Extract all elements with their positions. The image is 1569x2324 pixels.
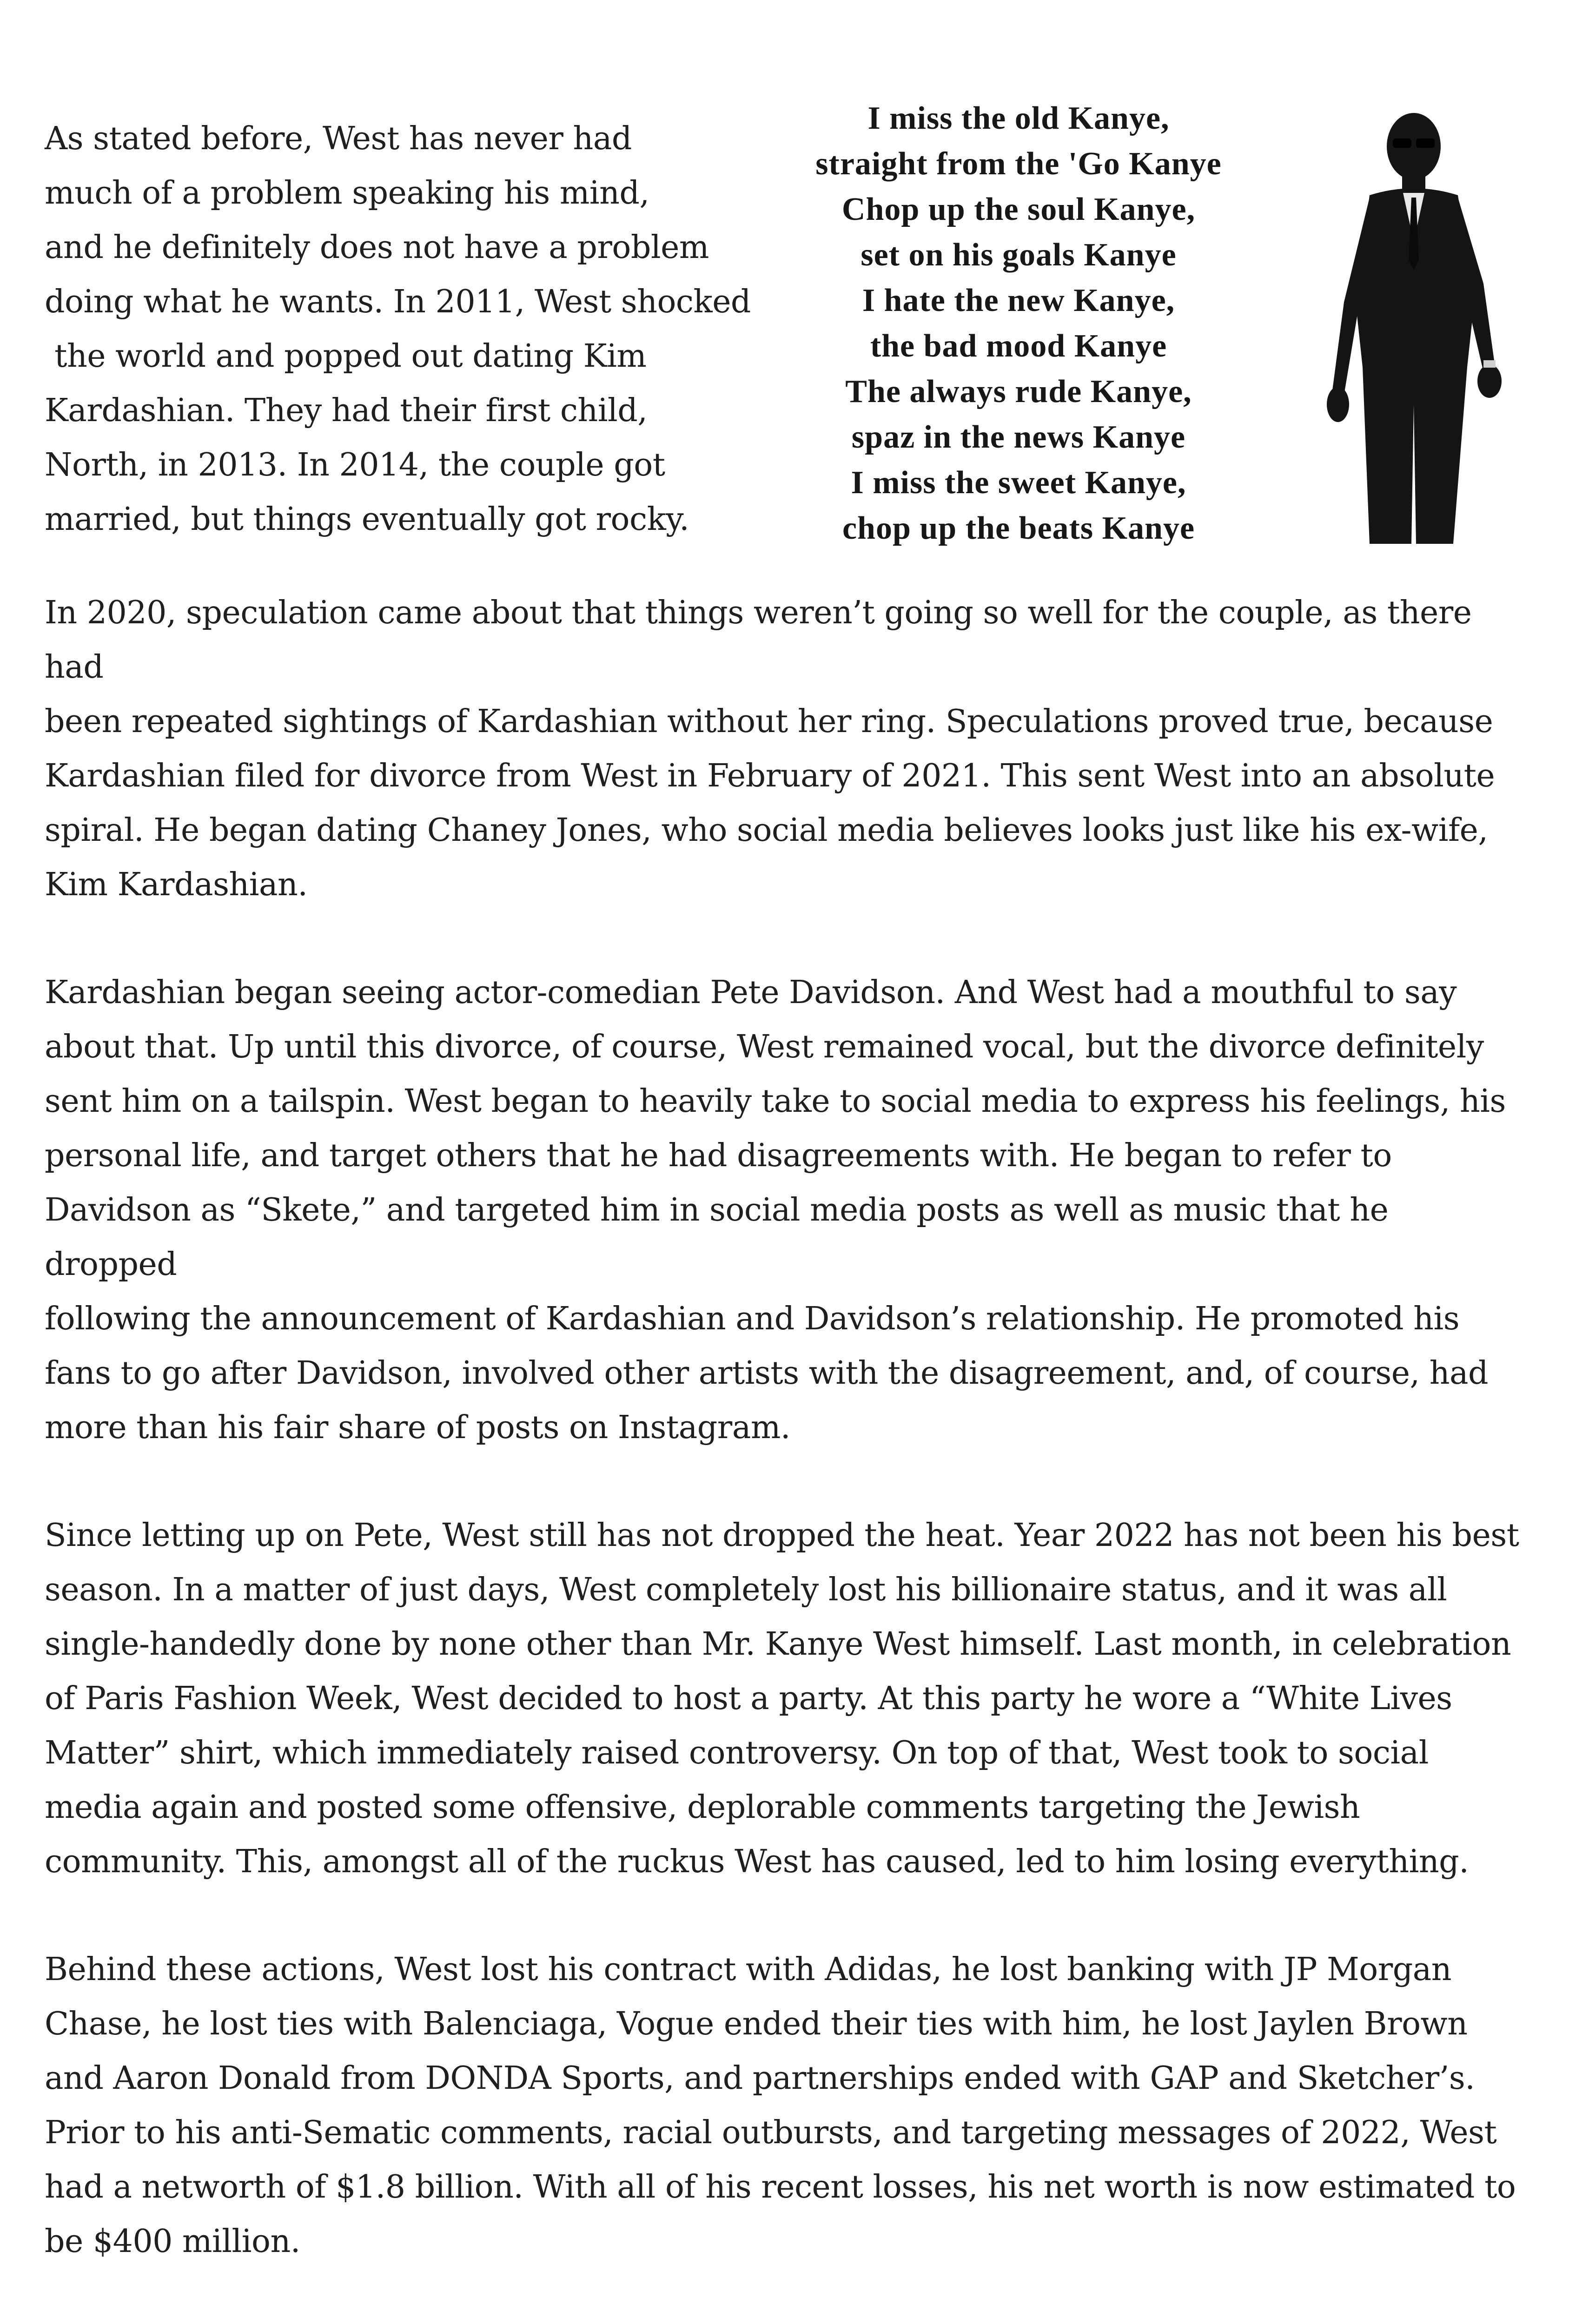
intro-paragraph [45, 112, 751, 547]
body-line: been repeated sightings of Kardashian without her ring. Speculations proved true, because [45, 703, 1493, 740]
paragraph-conclusion [45, 2322, 1528, 2324]
body-line: Prior to his anti-Sematic comments, racial outbursts, and targeting messages of 2022, West [45, 2114, 1497, 2151]
body-line: season. In a matter of just days, West completely lost his billionaire status, and it was all [45, 1571, 1447, 1608]
article-body [45, 586, 1528, 2324]
paragraph-losses [45, 1942, 1528, 2269]
body-line: media again and posted some offensive, deplorable comments targeting the Jewish [45, 1789, 1360, 1826]
body-line: In 2020, speculation came about that things weren’t going so well for the couple, as there had [45, 594, 1472, 686]
body-line: Chase, he lost ties with Balenciaga, Vogue ended their ties with him, he lost Jaylen Brown [45, 2006, 1468, 2042]
lyric-line: straight from the 'Go Kanye [815, 146, 1222, 182]
intro-line: North, in 2013. In 2014, the couple got [45, 447, 665, 483]
man-in-suit-silhouette-icon [1300, 107, 1518, 544]
intro-section [45, 98, 1528, 562]
article-page [45, 98, 1528, 2260]
body-line: more than his fair share of posts on Instagram. [45, 1409, 790, 1446]
lyric-line: set on his goals Kanye [861, 237, 1177, 273]
body-line: Since letting up on Pete, West still has not dropped the heat. Year 2022 has not been his best [45, 1517, 1519, 1554]
intro-line: As stated before, West has never had [45, 120, 632, 157]
lyric-text-block [751, 98, 1286, 548]
intro-line: Kardashian. They had their first child, [45, 392, 648, 429]
lyric-line: chop up the beats Kanye [842, 510, 1195, 546]
body-line [45, 2322, 1528, 2324]
intro-line: much of a problem speaking his mind, [45, 175, 649, 211]
body-line: Behind these actions, West lost his contract with Adidas, he lost banking with JP Morgan [45, 1951, 1452, 1988]
body-line: had a networth of $1.8 billion. With all of his recent losses, his net worth is now estimated to [45, 2169, 1516, 2205]
lyric-line: I miss the old Kanye, [867, 100, 1170, 136]
body-line: single-handedly done by none other than Mr. Kanye West himself. Last month, in celebration [45, 1626, 1511, 1663]
paragraph-2022 [45, 1508, 1528, 1889]
body-line: Kim Kardashian. [45, 866, 308, 903]
lyric-line: I hate the new Kanye, [862, 283, 1175, 318]
intro-line: and he definitely does not have a problem [45, 229, 709, 266]
lyric-line: The always rude Kanye, [845, 374, 1192, 409]
intro-line: the world and popped out dating Kim [45, 338, 647, 375]
intro-line: doing what he wants. In 2011, West shocked [45, 284, 751, 320]
body-line: spiral. He began dating Chaney Jones, who social media believes looks just like his ex-wife, [45, 812, 1488, 849]
body-line: sent him on a tailspin. West began to heavily take to social media to express his feelings, his [45, 1083, 1506, 1120]
body-line: Kardashian filed for divorce from West in February of 2021. This sent West into an absolute [45, 758, 1495, 794]
lyric-line: spaz in the news Kanye [851, 419, 1186, 455]
body-line: about that. Up until this divorce, of course, West remained vocal, but the divorce definitely [45, 1029, 1484, 1065]
lyric-image [751, 98, 1528, 548]
body-line: following the announcement of Kardashian and Davidson’s relationship. He promoted his [45, 1301, 1460, 1337]
body-line: Matter” shirt, which immediately raised controversy. On top of that, West took to social [45, 1735, 1429, 1771]
paragraph-davidson [45, 965, 1528, 1455]
intro-line: married, but things eventually got rocky. [45, 501, 689, 538]
body-line: Kardashian began seeing actor-comedian Pete Davidson. And West had a mouthful to say [45, 974, 1457, 1011]
body-line: and Aaron Donald from DONDA Sports, and partnerships ended with GAP and Sketcher’s. [45, 2060, 1475, 2097]
paragraph-divorce [45, 586, 1528, 912]
lyric-line: the bad mood Kanye [870, 328, 1167, 364]
body-line: personal life, and target others that he had disagreements with. He began to refer to [45, 1137, 1392, 1174]
body-line: community. This, amongst all of the ruckus West has caused, led to him losing everything. [45, 1843, 1469, 1880]
body-line: Davidson as “Skete,” and targeted him in social media posts as well as music that he dropped [45, 1192, 1389, 1283]
body-line: fans to go after Davidson, involved other artists with the disagreement, and, of course, had [45, 1355, 1489, 1392]
lyric-line: Chop up the soul Kanye, [841, 191, 1196, 227]
lyric-line: I miss the sweet Kanye, [851, 465, 1186, 501]
body-line: of Paris Fashion Week, West decided to host a party. At this party he wore a “White Lives [45, 1680, 1452, 1717]
body-line: be $400 million. [45, 2223, 300, 2260]
